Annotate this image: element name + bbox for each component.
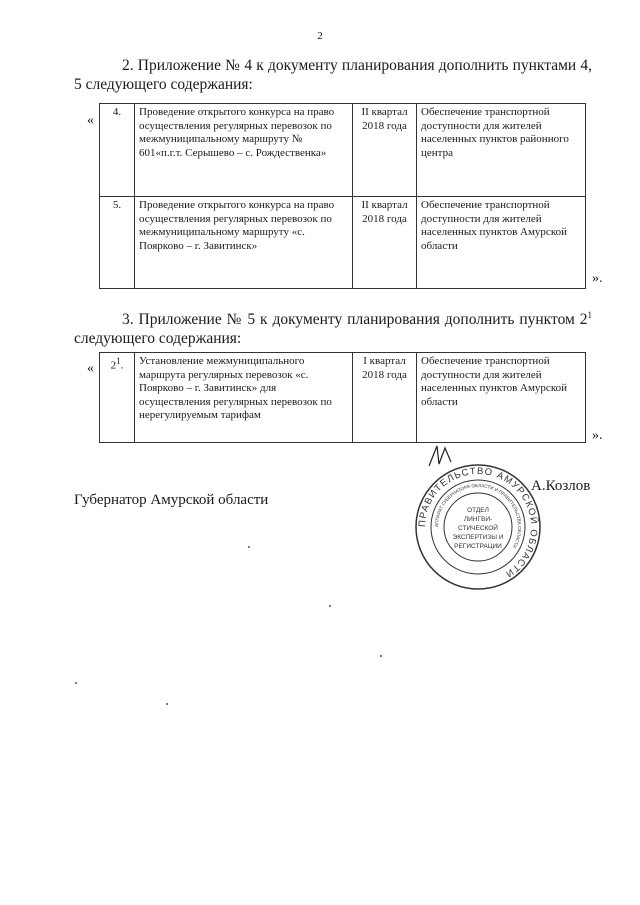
table-row xyxy=(100,353,586,443)
row-number-main: 2 xyxy=(110,359,117,372)
row-number: 5. xyxy=(100,197,135,289)
seal-line: ЭКСПЕРТИЗЫ И xyxy=(452,534,504,541)
row-term: I квартал 2018 года xyxy=(353,353,417,443)
paragraph-3-text: 3. Приложение № 5 к документу планирования дополнить пунктом 2 xyxy=(122,311,588,329)
open-quote-2: « xyxy=(87,361,94,376)
close-quote-2: ». xyxy=(592,428,603,443)
open-quote-1: « xyxy=(87,113,94,128)
scan-speck xyxy=(248,546,250,548)
row-term: II квартал 2018 года xyxy=(353,197,417,289)
paragraph-2-text: 2. Приложение № 4 к документу планирования дополнить пунктами 4, 5 следующего содержания: xyxy=(74,57,592,93)
page-number: 2 xyxy=(317,30,323,42)
row-action: Проведение открытого конкурса на право осуществления регулярных перевозок по межмуниципальному маршруту «с. Поярково – г. Завитинск» xyxy=(135,197,353,289)
governor-title: Губернатор Амурской области xyxy=(74,492,269,508)
scan-speck xyxy=(75,682,77,684)
row-purpose: Обеспечение транспортной доступности для жителей населенных пунктов районного центра xyxy=(417,104,586,197)
seal-line: ОТДЕЛ xyxy=(467,507,489,514)
row-action: Проведение открытого конкурса на право осуществления регулярных перевозок по межмуниципальному маршруту № 601«п.г.т. Серышево – с. Рождественка» xyxy=(135,104,353,197)
row-term: II квартал 2018 года xyxy=(353,104,417,197)
seal-inner-text: АППАРАТ ГУБЕРНАТОРА ОБЛАСТИ И ПРАВИТЕЛЬСТВА ОБЛАСТИ xyxy=(433,482,523,549)
scan-speck xyxy=(166,703,168,705)
paragraph-2 xyxy=(74,56,592,94)
row-action: Установление межмуниципального маршрута регулярных перевозок «с. Поярково – г. Завитинск» для осуществления регулярных перевозок по нерегулируемым тарифам xyxy=(135,353,353,443)
plan-table-2 xyxy=(99,352,586,443)
seal-line: РЕГИСТРАЦИИ xyxy=(454,543,502,550)
seal-outer-text: ПРАВИТЕЛЬСТВО АМУРСКОЙ ОБЛАСТИ xyxy=(416,465,540,580)
row-number: 4. xyxy=(100,104,135,197)
table-row xyxy=(100,104,586,197)
seal-line: СТИЧЕСКОЙ xyxy=(458,525,498,532)
seal-line: ЛИНГВИ- xyxy=(463,516,493,523)
paragraph-3-tail: следующего содержания: xyxy=(74,330,242,348)
scan-speck xyxy=(329,605,331,607)
row-purpose: Обеспечение транспортной доступности для жителей населенных пунктов Амурской области xyxy=(417,197,586,289)
row-number-sup: 1 xyxy=(116,356,121,366)
paragraph-3-superscript: 1 xyxy=(587,310,592,320)
official-seal-icon xyxy=(413,462,543,592)
scan-speck xyxy=(380,655,382,657)
plan-table-1 xyxy=(99,103,586,289)
row-number xyxy=(100,353,135,443)
table-row xyxy=(100,197,586,289)
signer-name: А.Козлов xyxy=(531,478,591,494)
row-purpose: Обеспечение транспортной доступности для жителей населенных пунктов Амурской области xyxy=(417,353,586,443)
close-quote-1: ». xyxy=(592,271,603,286)
row-number-tail: . xyxy=(120,359,124,372)
paragraph-3 xyxy=(74,306,592,348)
